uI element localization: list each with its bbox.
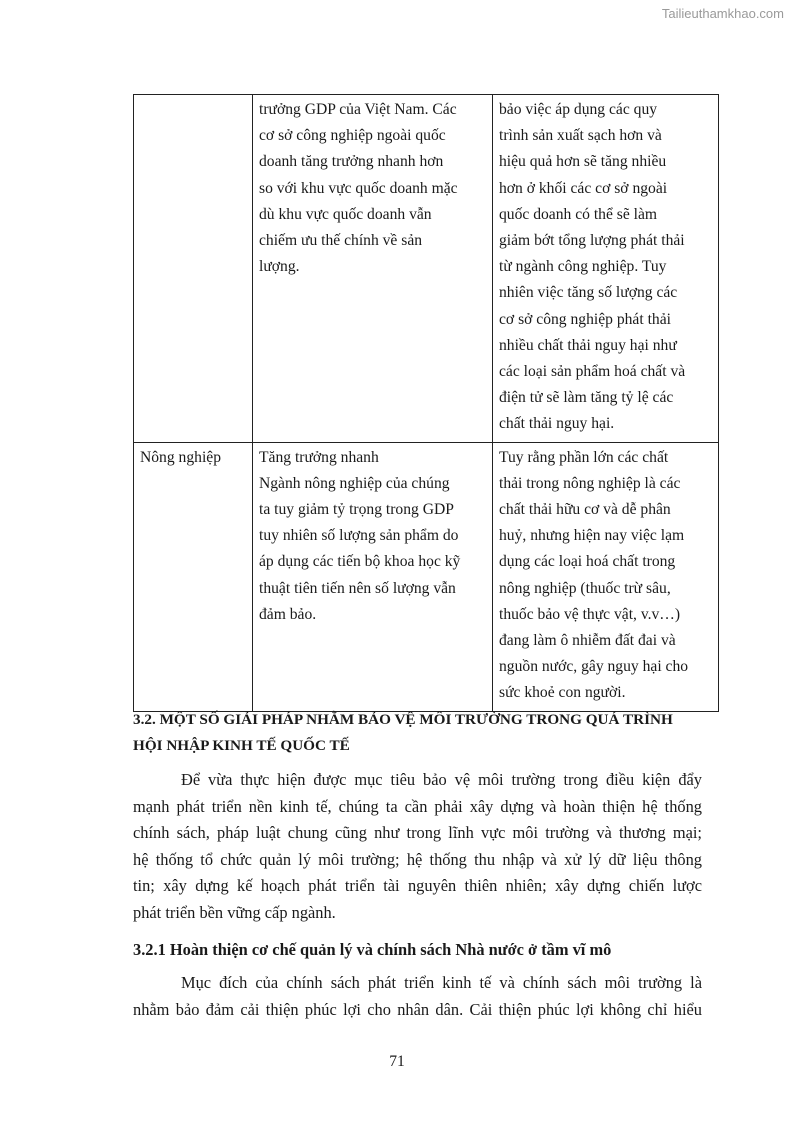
cell-line: đảm bảo.: [259, 605, 317, 623]
cell-line: các loại sản phẩm hoá chất và: [499, 363, 686, 381]
cell-line: giảm bớt tổng lượng phát thải: [499, 232, 685, 250]
section-heading: [133, 707, 723, 759]
watermark-text: Tailieuthamkhao.com: [661, 6, 784, 21]
cell-line: bảo việc áp dụng các quy: [499, 101, 658, 118]
paragraph-line: Để vừa thực hiện được mục tiêu bảo vệ môi trường trong điều kiện đẩy: [181, 770, 702, 789]
cell-line: cơ sở công nghiệp ngoài quốc: [259, 127, 446, 145]
cell-line: Tăng trưởng nhanh: [259, 448, 379, 466]
cell-line: sức khoẻ con người.: [499, 684, 626, 702]
heading-line: HỘI NHẬP KINH TẾ QUỐC TẾ: [133, 737, 350, 754]
table-cell-growth: [253, 442, 493, 711]
cell-line: trình sản xuất sạch hơn và: [499, 127, 662, 145]
cell-line: nhiều chất thải nguy hại như: [499, 336, 677, 354]
subsection-heading: 3.2.1 Hoàn thiện cơ chế quản lý và chính sách Nhà nước ở tầm vĩ mô: [133, 940, 612, 959]
cell-line: thuốc bảo vệ thực vật, v.v…): [499, 605, 681, 623]
paragraph-line: hệ thống tổ chức quản lý môi trường; hệ thống thu nhập và xử lý dữ liệu thông: [133, 849, 702, 869]
cell-line: so với khu vực quốc doanh mặc: [259, 179, 458, 197]
cell-line: chất thải nguy hại.: [499, 415, 615, 433]
cell-line: nhiên việc tăng số lượng các: [499, 284, 678, 302]
cell-line: đang làm ô nhiễm đất đai và: [499, 632, 676, 650]
cell-line: thải trong nông nghiệp là các: [499, 474, 681, 492]
paragraph-line: Mục đích của chính sách phát triển kinh tế và chính sách môi trường là: [181, 973, 702, 992]
table-cell-impact: [493, 442, 719, 711]
table-cell-impact: [493, 95, 719, 443]
table-row: [134, 95, 719, 443]
cell-line: chiếm ưu thế chính về sản: [259, 232, 423, 250]
cell-line: lượng.: [259, 258, 300, 276]
cell-line: Tuy rằng phần lớn các chất: [499, 448, 669, 466]
page-number: 71: [389, 1053, 405, 1070]
cell-line: dụng các loại hoá chất trong: [499, 553, 676, 571]
table-cell-sector: [134, 95, 253, 443]
table-cell-growth: [253, 95, 493, 443]
cell-line: áp dụng các tiến bộ khoa học kỹ: [259, 553, 461, 571]
cell-line: hiệu quả hơn sẽ tăng nhiều: [499, 153, 667, 171]
paragraph-line: mạnh phát triển nền kinh tế, chúng ta cần phải xây dựng và hoàn thiện hệ thống: [133, 796, 702, 816]
table-cell-sector: Nông nghiệp: [134, 442, 253, 711]
paragraph-intro: [133, 767, 702, 927]
cell-line: chất thải hữu cơ và dễ phân: [499, 501, 671, 519]
cell-line: từ ngành công nghiệp. Tuy: [499, 258, 667, 276]
cell-line: cơ sở công nghiệp phát thải: [499, 310, 671, 328]
cell-line: thuật tiên tiến nên số lượng vẫn: [259, 579, 456, 597]
cell-line: Ngành nông nghiệp của chúng: [259, 474, 450, 492]
sector-table: [133, 94, 719, 712]
cell-line: nông nghiệp (thuốc trừ sâu,: [499, 579, 671, 597]
cell-line: hơn ở khối các cơ sở ngoài: [499, 179, 668, 197]
cell-line: nguồn nước, gây nguy hại cho: [499, 658, 689, 676]
cell-line: huỷ, nhưng hiện nay việc lạm: [499, 527, 685, 545]
cell-line: trưởng GDP của Việt Nam. Các: [259, 101, 457, 118]
cell-line: quốc doanh có thể sẽ làm: [499, 205, 658, 223]
paragraph-line: tin; xây dựng kế hoạch phát triển tài nguyên thiên nhiên; xây dựng chiến lược: [133, 876, 702, 896]
cell-line: điện tử sẽ làm tăng tỷ lệ các: [499, 389, 674, 407]
paragraph-line: nhằm bảo đảm cải thiện phúc lợi cho nhân dân. Cải thiện phúc lợi không chỉ hiểu: [133, 999, 702, 1019]
cell-line: tuy nhiên số lượng sản phẩm do: [259, 527, 459, 545]
cell-line: ta tuy giảm tỷ trọng trong GDP: [259, 501, 454, 519]
paragraph-line: chính sách, pháp luật chung cũng như trong lĩnh vực môi trường và thương mại;: [133, 823, 702, 843]
cell-line: dù khu vực quốc doanh vẫn: [259, 205, 432, 223]
heading-line: 3.2. MỘT SỐ GIẢI PHÁP NHẰM BẢO VỆ MÔI TRƯỜNG TRONG QUÁ TRÌNH: [133, 711, 673, 728]
paragraph-line: phát triển bền vững cấp ngành.: [133, 902, 336, 922]
paragraph-purpose: [133, 970, 702, 1023]
cell-line: doanh tăng trưởng nhanh hơn: [259, 153, 444, 171]
table-row: [134, 442, 719, 711]
